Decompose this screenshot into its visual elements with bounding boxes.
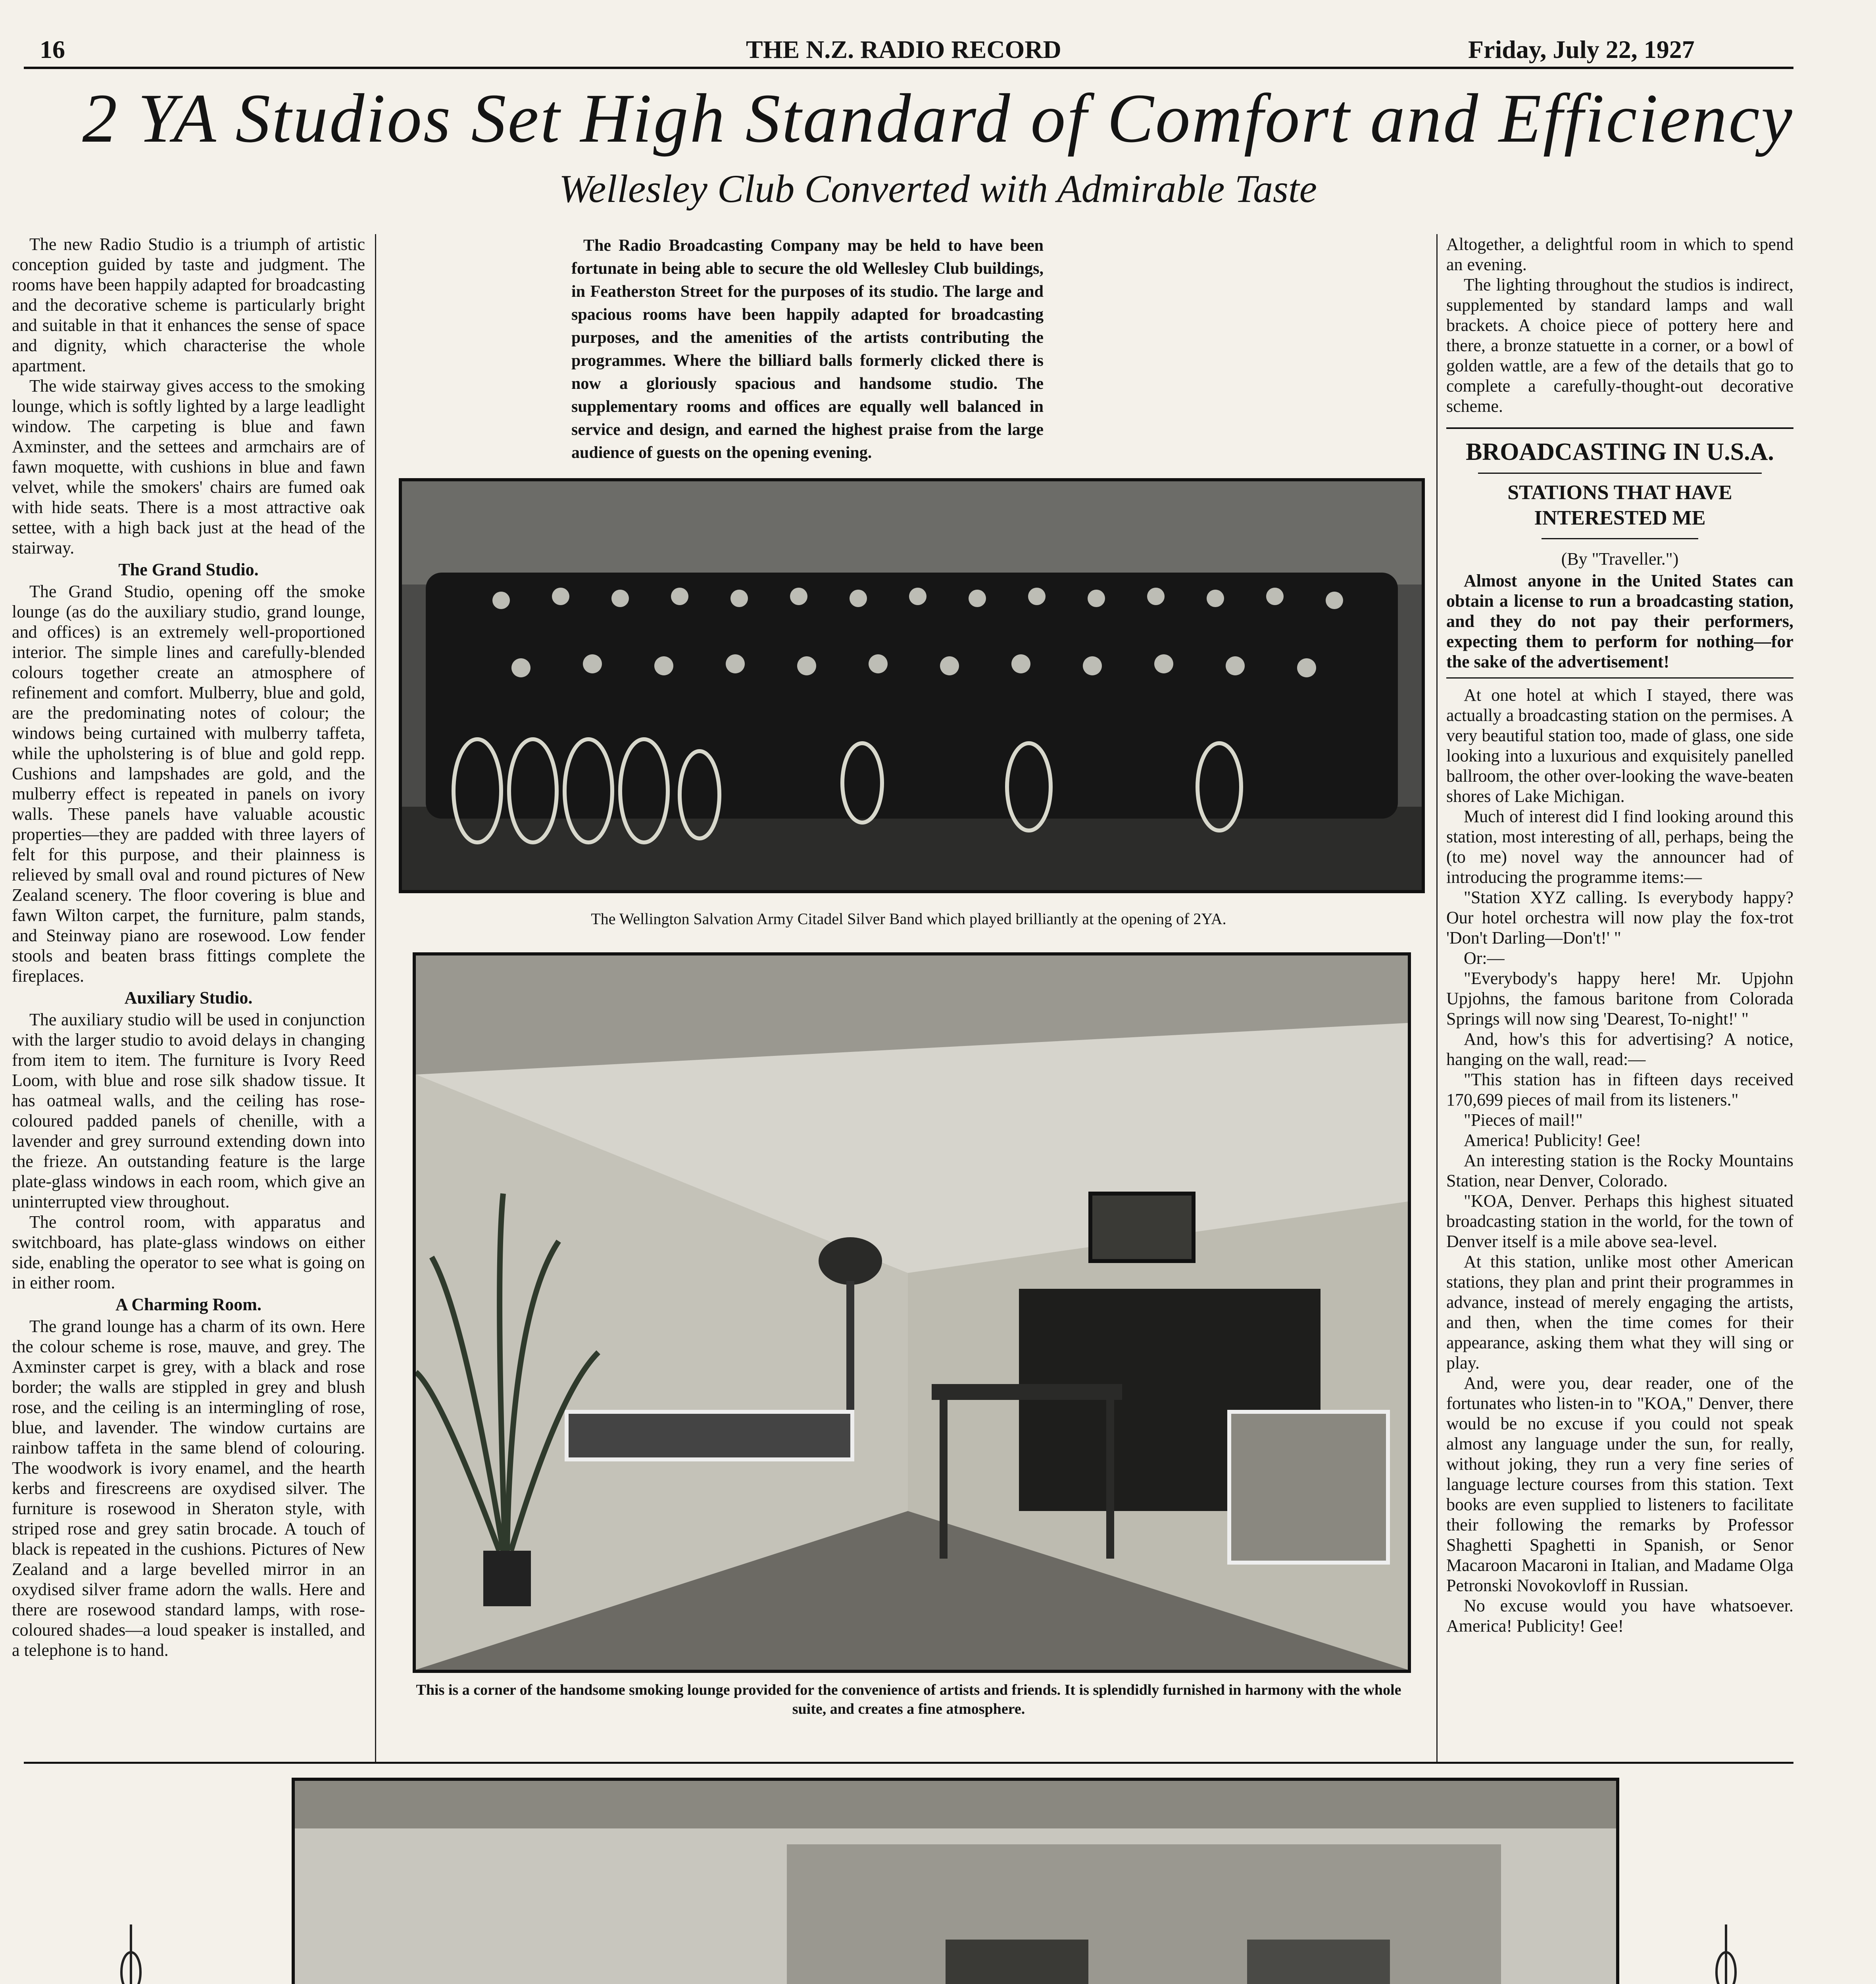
celtic-ornament-left (119, 1924, 143, 1984)
issue-date: Friday, July 22, 1927 (1468, 35, 1695, 63)
article-paragraph: An interesting station is the Rocky Mountains Station, near Denver, Colorado. (1446, 1151, 1793, 1190)
headline: 2 YA Studios Set High Standard of Comfort and Efficiency (82, 80, 1794, 157)
page-number: 16 (40, 35, 65, 63)
intro-paragraph: The Radio Broadcasting Company may be held to have been fortunate in being able to secure the old Wellesley Club buildings, in Featherston Street for the purposes of its studio. The large and spacious rooms have been happily adapted for broadcasting purposes, and the amenities of the artists contributing the programmes. Where the billiard balls formerly clicked there is now a gloriously spacious and handsome studio. The supplementary rooms and offices are equally well balanced in service and design, and earned the highest praise from the large audience of guests on the opening evening. (571, 236, 1044, 462)
section-heading: Auxiliary Studio. (124, 988, 253, 1007)
article-paragraph: The lighting throughout the studios is indirect, supplemented by standard lamps and wall brackets. A choice piece of pottery here and there, a bronze statuette in a corner, or a bowl of golden wattle, are a few of the details that go to complete a carefully-thought-out decorative scheme. (1446, 275, 1793, 416)
column-rule (1436, 234, 1438, 1762)
control-room-photo-image (295, 1781, 1616, 1984)
ornament-icon (119, 1924, 143, 1984)
article-paragraph: The Grand Studio, opening off the smoke lounge (as do the auxiliary studio, grand lounge, and offices) is an extremely well-proportioned interior. The simple lines and carefully-blended colours together create an atmosphere of refinement and comfort. Mulberry, blue and gold, are the predominating notes of colour; the windows being curtained with mulberry taffeta, while the upholstering is of blue and gold repp. Cushions and lampshades are gold, and the mulberry effect is repeated in panels on ivory walls. These panels have valuable acoustic properties—they are padded with three layers of felt for this purpose, and their plainness is relieved by small oval and round pictures of New Zealand scenery. The floor covering is blue and fawn Wilton carpet, the furniture, palm stands, and Steinway piano are rosewood. Low fender stools and beaten brass fittings complete the fireplaces. (12, 582, 365, 986)
column-rule (375, 234, 376, 1762)
article-paragraph: Altogether, a delightful room in which to spend an evening. (1446, 235, 1793, 274)
section-rule (1446, 427, 1793, 429)
article-paragraph: Much of interest did I find looking around this station, most interesting of all, perhaps, being the (to me) novel way the announcer had of introducing the programme items:— (1446, 807, 1793, 887)
section-rule (1478, 473, 1762, 474)
article-paragraph: And, how's this for advertising? A notice, hanging on the wall, read:— (1446, 1029, 1793, 1069)
section-heading: The Grand Studio. (118, 560, 259, 579)
article-paragraph: At this station, unlike most other American stations, they plan and print their programmes in advance, instead of merely engaging the artists, and then, when the time comes for their appearance, asking them what they will sing or play. (1446, 1252, 1793, 1373)
ornament-icon (1714, 1924, 1738, 1984)
masthead-rule (24, 67, 1793, 69)
section-rule (24, 1762, 1793, 1764)
left-column (12, 234, 365, 1750)
paper-name: THE N.Z. RADIO RECORD (746, 35, 1061, 63)
intro-text (571, 234, 1044, 464)
right-column (1446, 234, 1793, 1762)
article-paragraph: The auxiliary studio will be used in conjunction with the larger studio to avoid delays in changing from item to item. The furniture is Ivory Reed Loom, with blue and rose silk shadow tissue. It has oatmeal walls, and the ceiling has rose-coloured padded panels of chenille, with a lavender and grey surround extending down into the frieze. An outstanding feature is the large plate-glass windows in each room, which give an uninterrupted view throughout. (12, 1010, 365, 1211)
lounge-photo (413, 952, 1411, 1673)
band-photo-image (402, 481, 1422, 890)
celtic-ornament-right (1714, 1924, 1738, 1984)
sidebar-subheadline: STATIONS THAT HAVE INTERESTED ME (1507, 481, 1732, 529)
article-paragraph: The control room, with apparatus and switchboard, has plate-glass windows on either side, enabling the operator to see what is going on in either room. (12, 1212, 365, 1292)
section-heading: A Charming Room. (115, 1295, 261, 1314)
article-paragraph: "Station XYZ calling. Is everybody happy? Our hotel orchestra will now play the fox-trot 'Don't Darling—Don't!' " (1446, 888, 1793, 948)
article-paragraph: The grand lounge has a charm of its own. Here the colour scheme is rose, mauve, and grey. The Axminster carpet is grey, with a black and rose border; the walls are stippled in grey and blush rose, and the ceiling is an intermingling of rose, blue, and lavender. The window curtains are rainbow taffeta in the same blend of colouring. The woodwork is ivory enamel, and the hearth kerbs and firescreens are oxydised silver. The furniture is rosewood in Sheraton style, with striped rose and grey satin brocade. A touch of black is repeated in the cushions. Pictures of New Zealand and a large bevelled mirror in an oxydised silver frame adorn the walls. Here and there are rosewood standard lamps, with rose-coloured shades—a loud speaker is installed, and a telephone is to hand. (12, 1317, 365, 1660)
article-paragraph: "Pieces of mail!" (1464, 1110, 1583, 1130)
article-paragraph: America! Publicity! Gee! (1464, 1130, 1642, 1150)
article-paragraph: "Everybody's happy here! Mr. Upjohn Upjohns, the famous baritone from Colorada Springs will now sing 'Dearest, To-night!' " (1446, 969, 1793, 1029)
article-paragraph: The wide stairway gives access to the smoking lounge, which is softly lighted by a large leadlight window. The carpeting is blue and fawn Axminster, and the settees and armchairs are of fawn moquette, with cushions in blue and fawn velvet, while the smokers' chairs are fumed oak with hide seats. There is a most attractive oak settee, with a high back just at the head of the stairway. (12, 376, 365, 558)
article-paragraph: And, were you, dear reader, one of the fortunates who listen-in to "KOA," Denver, there would be no excuse if you could not speak almost any language under the sun, for really, without joking, they run a very fine series of language lecture courses from this station. Text books are even supplied to listeners to facilitate their following the remarks by Professor Shaghetti Spaghetti in Spanish, or Senor Macaroon Macaroni in Italian, and Madame Olga Petronski Novokovloff in Russian. (1446, 1373, 1793, 1595)
article-paragraph: "KOA, Denver. Perhaps this highest situated broadcasting station in the world, for the town of Denver itself is a mile above sea-level. (1446, 1191, 1793, 1251)
article-paragraph: No excuse would you have whatsoever. America! Publicity! Gee! (1446, 1596, 1793, 1636)
band-photo-caption: The Wellington Salvation Army Citadel Silver Band which played brilliantly at the opening of 2YA. (591, 910, 1226, 928)
article-paragraph: At one hotel at which I stayed, there was actually a broadcasting station on the permises. A very beautiful station too, made of glass, one side looking into a luxurious and exquisitely panelled ballroom, the other over-looking the wave-beaten shores of Lake Michigan. (1446, 685, 1793, 806)
control-room-photo (292, 1778, 1619, 1984)
band-photo (399, 478, 1425, 893)
article-paragraph: The new Radio Studio is a triumph of artistic conception guided by taste and judgment. The rooms have been happily adapted for broadcasting and the decorative scheme is particularly bright and suitable in that it enhances the sense of space and dignity, which characterise the whole apartment. (12, 235, 365, 375)
article-paragraph: Or:— (1464, 948, 1505, 968)
section-rule (1446, 677, 1793, 679)
sidebar-headline: BROADCASTING IN U.S.A. (1466, 438, 1774, 465)
lounge-photo-image (416, 955, 1408, 1670)
lead-paragraph: Almost anyone in the United States can obtain a license to run a broadcasting station, and they do not pay their performers, expecting them to perform for nothing—for the sake of the advertisement! (1446, 571, 1793, 671)
article-paragraph: "This station has in fifteen days received 170,699 pieces of mail from its listeners." (1446, 1070, 1793, 1109)
lounge-photo-caption: This is a corner of the handsome smoking lounge provided for the convenience of artists and friends. It is splendidly furnished in harmony with the whole suite, and creates a fine atmosphere. (416, 1682, 1401, 1717)
section-rule (1542, 538, 1698, 539)
byline: (By "Traveller.") (1561, 549, 1679, 569)
subheadline: Wellesley Club Converted with Admirable Taste (559, 167, 1317, 211)
